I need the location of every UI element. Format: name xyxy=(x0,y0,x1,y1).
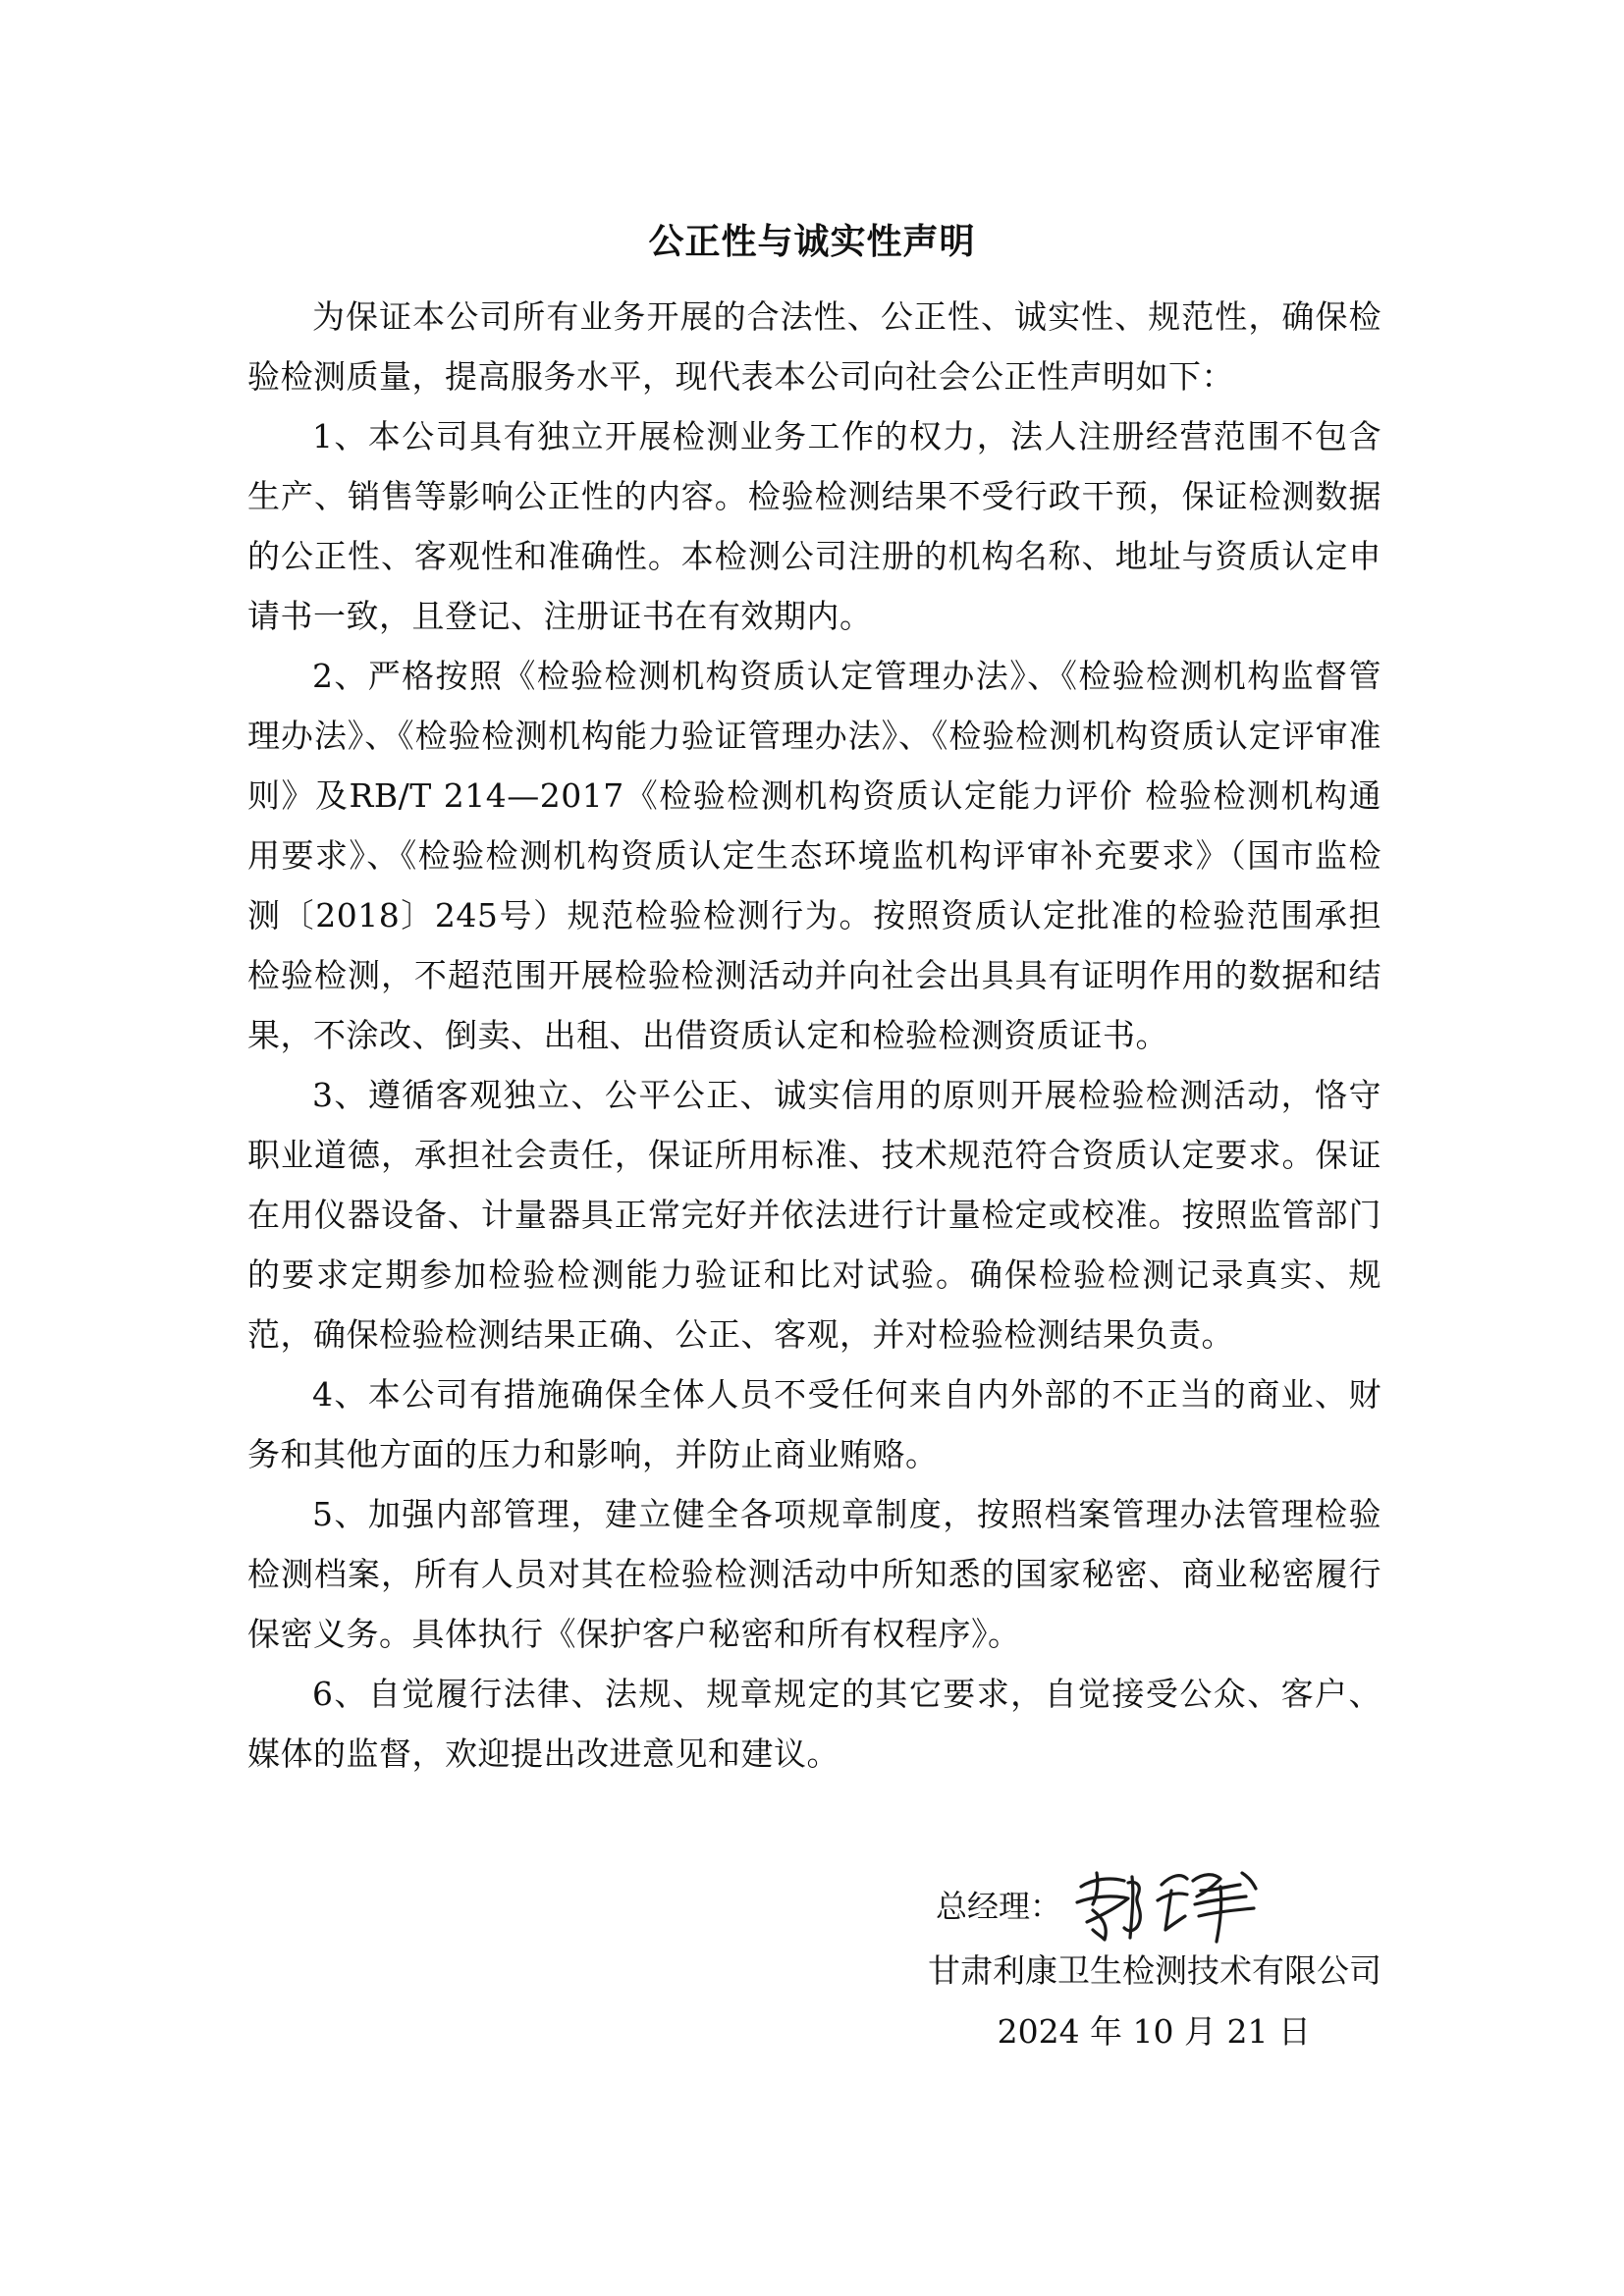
statement-body xyxy=(247,287,1381,1784)
clause-2-paragraph: 2、严格按照《检验检测机构资质认定管理办法》、《检验检测机构监督管理办法》、《检验检测机构能力验证管理办法》、《检验检测机构资质认定评审准则》及RB/T 214—2017《检验检测机构资质认定能力评价 检验检测机构通用要求》、《检验检测机构资质认定生态环境监机构评审补充要求》（国市监检测〔2018〕245号）规范检验检测行为。按照资质认定批准的检验范围承担检验检测，不超范围开展检验检测活动并向社会出具具有证明作用的数据和结果，不涂改、倒卖、出租、出借资质认定和检验检测资质证书。 xyxy=(247,657,1381,1054)
handwritten-signature xyxy=(1063,1865,1270,1944)
clause-3-paragraph: 3、遵循客观独立、公平公正、诚实信用的原则开展检验检测活动，恪守职业道德，承担社会责任，保证所用标准、技术规范符合资质认定要求。保证在用仪器设备、计量器具正常完好并依法进行计量检定或校准。按照监管部门的要求定期参加检验检测能力验证和比对试验。确保检验检测记录真实、规范，确保检验检测结果正确、公正、客观，并对检验检测结果负责。 xyxy=(247,1076,1381,1354)
clause-1-paragraph: 1、本公司具有独立开展检测业务工作的权力，法人注册经营范围不包含生产、销售等影响公正性的内容。检验检测结果不受行政干预，保证检测数据的公正性、客观性和准确性。本检测公司注册的机构名称、地址与资质认定申请书一致，且登记、注册证书在有效期内。 xyxy=(247,417,1381,635)
signature-row xyxy=(936,1865,1270,1944)
company-name: 甘肃利康卫生检测技术有限公司 xyxy=(928,1951,1381,1990)
clause-4-paragraph: 4、本公司有措施确保全体人员不受任何来自内外部的不正当的商业、财务和其他方面的压力和影响，并防止商业贿赂。 xyxy=(247,1375,1381,1473)
signing-date: 2024 年 10 月 21 日 xyxy=(997,2012,1311,2051)
signature-label: 总经理： xyxy=(936,1888,1062,1925)
clause-6-paragraph: 6、自觉履行法律、法规、规章规定的其它要求，自觉接受公众、客户、媒体的监督，欢迎提出改进意见和建议。 xyxy=(247,1675,1381,1773)
page-title: 公正性与诚实性声明 xyxy=(648,222,976,262)
intro-paragraph: 为保证本公司所有业务开展的合法性、公正性、诚实性、规范性，确保检验检测质量，提高服务水平，现代表本公司向社会公正性声明如下： xyxy=(247,297,1381,396)
clause-5-paragraph: 5、加强内部管理，建立健全各项规章制度，按照档案管理办法管理检验检测档案，所有人员对其在检验检测活动中所知悉的国家秘密、商业秘密履行保密义务。具体执行《保护客户秘密和所有权程序》。 xyxy=(247,1495,1381,1653)
